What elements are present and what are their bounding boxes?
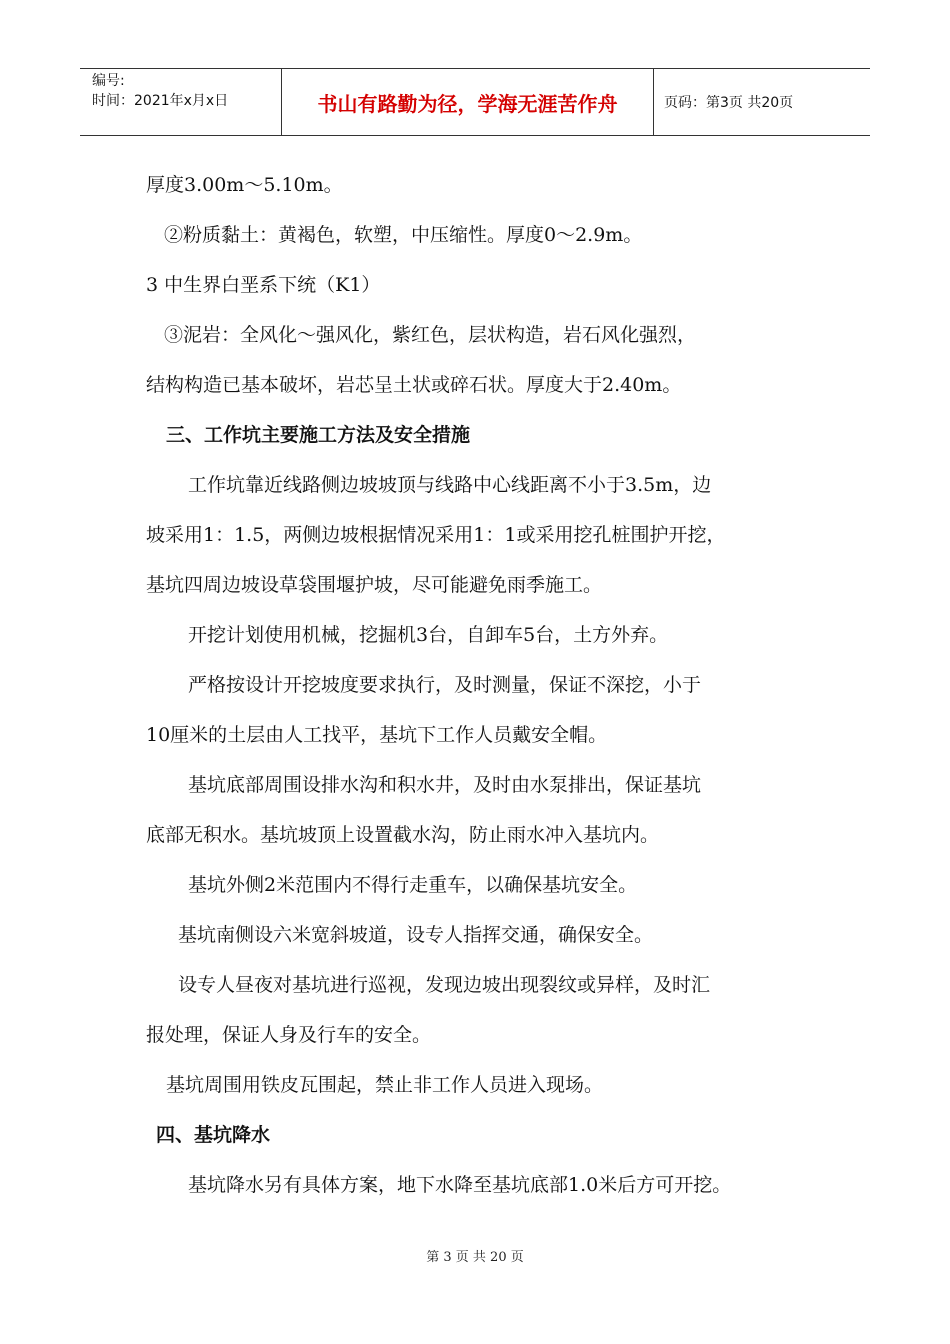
body-line: 基坑周围用铁皮瓦围起，禁止非工作人员进入现场。 xyxy=(166,1074,604,1096)
body-line: 基坑降水另有具体方案，地下水降至基坑底部1.0米后方可开挖。 xyxy=(188,1174,732,1196)
body-line: 基坑外侧2米范围内不得行走重车，以确保基坑安全。 xyxy=(188,874,638,896)
body-line: ②粉质黏土：黄褐色，软塑，中压缩性。厚度0～2.9m。 xyxy=(164,224,643,246)
body-line: 底部无积水。基坑坡顶上设置截水沟，防止雨水冲入基坑内。 xyxy=(146,824,660,846)
body-line: 基坑四周边坡设草袋围堰护坡，尽可能避免雨季施工。 xyxy=(146,574,603,596)
body-line: 工作坑靠近线路侧边坡坡顶与线路中心线距离不小于3.5m，边 xyxy=(188,474,712,496)
section-heading: 三、工作坑主要施工方法及安全措施 xyxy=(166,424,471,446)
page-footer: 第 3 页 共 20 页 xyxy=(426,1250,524,1265)
body-line: 开挖计划使用机械，挖掘机3台，自卸车5台，土方外弃。 xyxy=(188,624,669,646)
page-header xyxy=(80,68,870,136)
body-line: 结构构造已基本破坏，岩芯呈土状或碎石状。厚度大于2.40m。 xyxy=(146,374,682,396)
body-line: 10厘米的土层由人工找平，基坑下工作人员戴安全帽。 xyxy=(146,724,608,746)
section-heading: 四、基坑降水 xyxy=(156,1124,271,1146)
body-line: 设专人昼夜对基坑进行巡视，发现边坡出现裂纹或异样，及时汇 xyxy=(178,974,711,996)
body-line: ③泥岩：全风化～强风化，紫红色，层状构造，岩石风化强烈， xyxy=(164,324,697,346)
document-number-label: 编号: xyxy=(92,73,125,89)
body-line: 基坑底部周围设排水沟和积水井，及时由水泵排出，保证基坑 xyxy=(188,774,702,796)
body-line: 3 中生界白垩系下统（K1） xyxy=(146,274,381,296)
body-line: 报处理，保证人身及行车的安全。 xyxy=(146,1024,432,1046)
header-meta-cell xyxy=(80,69,282,135)
document-date-label: 时间：2021年x月x日 xyxy=(92,93,229,109)
body-line: 厚度3.00m～5.10m。 xyxy=(146,174,343,196)
header-page-info: 页码：第3页 共20页 xyxy=(664,95,794,111)
header-motto: 书山有路勤为径，学海无涯苦作舟 xyxy=(282,69,654,135)
body-line: 严格按设计开挖坡度要求执行，及时测量，保证不深挖，小于 xyxy=(188,674,702,696)
body-line: 基坑南侧设六米宽斜坡道，设专人指挥交通，确保安全。 xyxy=(178,924,654,946)
body-line: 坡采用1：1.5，两侧边坡根据情况采用1：1或采用挖孔桩围护开挖， xyxy=(146,524,726,546)
